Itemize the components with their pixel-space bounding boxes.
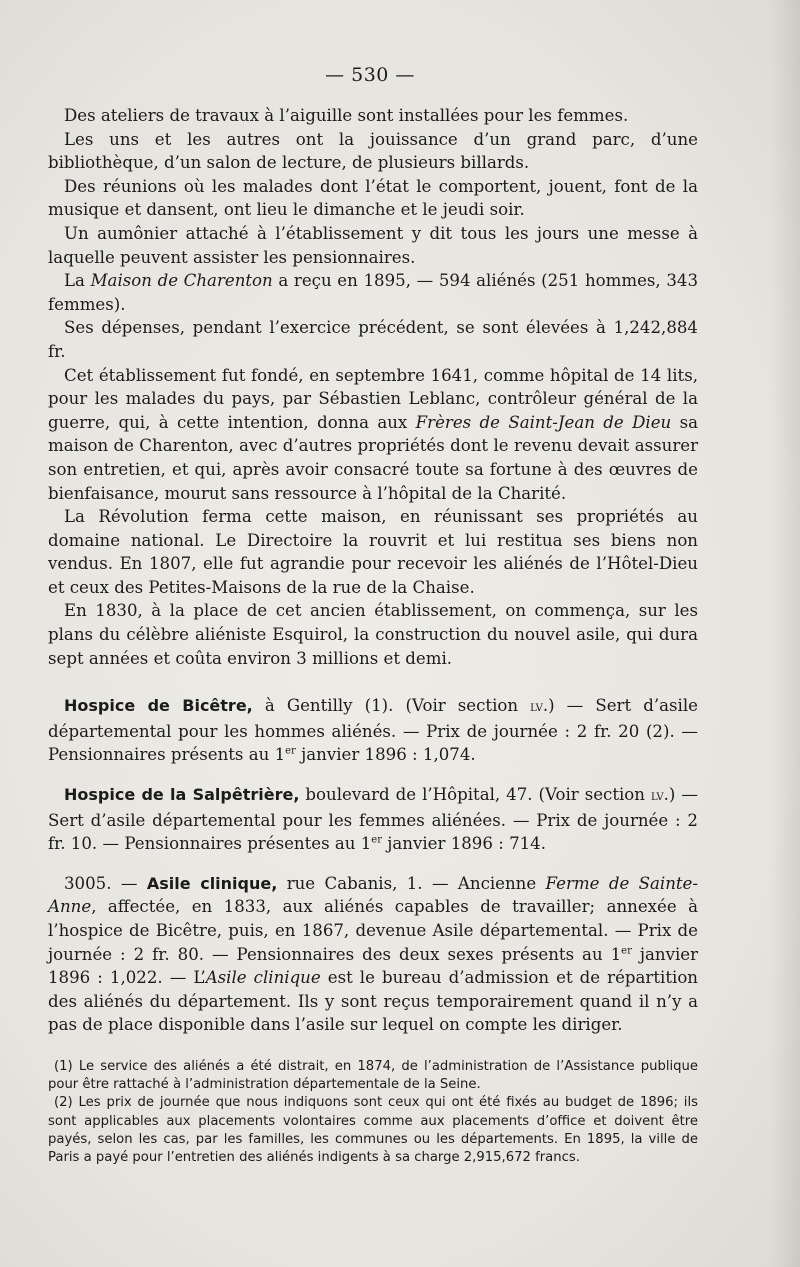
fondation-freres: Frères de Saint-Jean de Dieu	[415, 412, 672, 432]
paragraph-revolution: La Révolution ferma cette maison, en réunissant ses propriétés au domaine national. Le Directoire la rouvrit et lui restitua ses biens non vendus. En 1807, elle fut agrandie pour recevoir les aliénés de l’Hôtel-Dieu et ceux des Petites-Maisons de la rue de la Chaise.	[48, 507, 698, 597]
bicetre-text-2: .) — Sert d’asile départemental pour les hommes aliénés. — Prix de journée : 2 fr. 20 (2). — Pensionnaires présents au 1	[48, 696, 698, 765]
entry-gap	[48, 767, 698, 783]
page-number: — 530 —	[325, 64, 415, 86]
footnote-1: (1) Le service des aliénés a été distrait, en 1874, de l’administration de l’Assistance publique pour être rattaché à l’administration départementale de la Seine.	[48, 1059, 698, 1093]
clinique-number: 3005. —	[64, 873, 147, 893]
paragraph-esquirol: En 1830, à la place de cet ancien établissement, on commença, sur les plans du célèbre aliéniste Esquirol, la construction du nouvel asile, qui dura sept années et coûta environ 3 millions et demi.	[48, 601, 698, 668]
fondation-text-2: sa maison de Charenton, avec d’autres propriétés dont le revenu devait assurer son entretien, et qui, après avoir consacré toute sa fortune à des œuvres de bienfaisance, mourut sans ressource à l’hôpital de la Charité.	[48, 412, 699, 503]
charenton-name: Maison de Charenton	[90, 271, 273, 291]
entry-clinique	[48, 872, 698, 1037]
salpetriere-title: Hospice de la Salpêtrière,	[64, 785, 300, 805]
salpetriere-text-1: boulevard de l’Hôpital, 47. (Voir section	[299, 785, 651, 805]
clinique-text-3: janvier 1896 : 1,022. — L’	[48, 944, 699, 988]
clinique-sup: er	[621, 945, 632, 957]
entry-bicetre	[48, 694, 698, 767]
bicetre-text-1: à Gentilly (1). (Voir section	[252, 696, 531, 716]
paragraph-depenses: Ses dépenses, pendant l’exercice précédent, se sont élevées à 1,242,884 fr.	[48, 318, 698, 361]
salpetriere-text-3: janvier 1896 : 714.	[381, 834, 547, 854]
footnotes	[48, 1058, 698, 1167]
clinique-text-2: , affectée, en 1833, aux aliénés capables de travailler; annexée à l’hospice de Bicêtre, puis, en 1867, devenue Asile départemental. — Prix de journée : 2 fr. 80. — Pensionnaires des deux sexes présents au 1	[48, 897, 698, 964]
paragraph-fondation	[48, 364, 698, 506]
charenton-rest: a reçu en 1895, — 594 aliénés (251 hommes, 343 femmes).	[48, 271, 699, 314]
bicetre-sup: er	[285, 745, 296, 757]
clinique-title: Asile clinique,	[146, 873, 278, 893]
paragraph-ateliers: Des ateliers de travaux à l’aiguille sont installées pour les femmes.	[64, 106, 629, 125]
clinique-text-1: rue Cabanis, 1. — Ancienne	[277, 873, 546, 893]
paragraph-charenton	[48, 269, 698, 316]
paragraph-reunions: Des réunions où les malades dont l’état le comportent, jouent, font de la musique et dansent, ont lieu le dimanche et le jeudi soir.	[48, 176, 698, 220]
salpetriere-text-2: .) — Sert d’asile départemental pour les femmes aliénées. — Prix de journée : 2 fr. 10. — Pensionnaires présentes au 1	[48, 785, 698, 854]
page-edge-shadow	[770, 0, 800, 1267]
bicetre-title: Hospice de Bicêtre,	[64, 696, 253, 716]
footnote-2: (2) Les prix de journée que nous indiquons sont ceux qui ont été fixés au budget de 1896; ils sont applicables aux placements volontaires comme aux placements d’office et doivent être payés, selon les cas, par les familles, les communes ou les départements. En 1895, la ville de Paris a payé pour l’entretien des aliénés indigents à sa charge 2,915,672 francs.	[48, 1095, 698, 1166]
paragraph-parc: Les uns et les autres ont la jouissance d’un grand parc, d’une bibliothèque, d’un salon de lecture, de plusieurs billards.	[48, 129, 698, 173]
clinique-text-4: est le bureau d’admission et de répartition des aliénés du département. Ils y sont reçus temporairement quand il n’y a pas de place disponible dans l’asile sur lequel on compte les diriger.	[48, 968, 698, 1035]
bicetre-section: lv	[530, 699, 543, 716]
entry-salpetriere	[48, 783, 698, 856]
charenton-prefix: La	[64, 271, 91, 291]
main-text	[48, 104, 698, 1037]
bicetre-text-3: janvier 1896 : 1,074.	[295, 745, 476, 765]
clinique-ferme: Ferme de Sainte-Anne	[48, 873, 698, 917]
entry-gap	[48, 856, 698, 872]
salpetriere-sup: er	[371, 834, 382, 846]
fondation-text-1: Cet établissement fut fondé, en septembre 1641, comme hôpital de 14 lits, pour les malades du pays, par Sébastien Leblanc, contrôleur général de la guerre, qui, à cette intention, donna aux	[48, 365, 698, 432]
salpetriere-section: lv	[650, 788, 664, 805]
section-gap	[48, 670, 698, 694]
clinique-asile: Asile clinique	[205, 968, 321, 988]
paragraph-aumonier: Un aumônier attaché à l’établissement y dit tous les jours une messe à laquelle peuvent assister les pensionnaires.	[48, 223, 698, 267]
